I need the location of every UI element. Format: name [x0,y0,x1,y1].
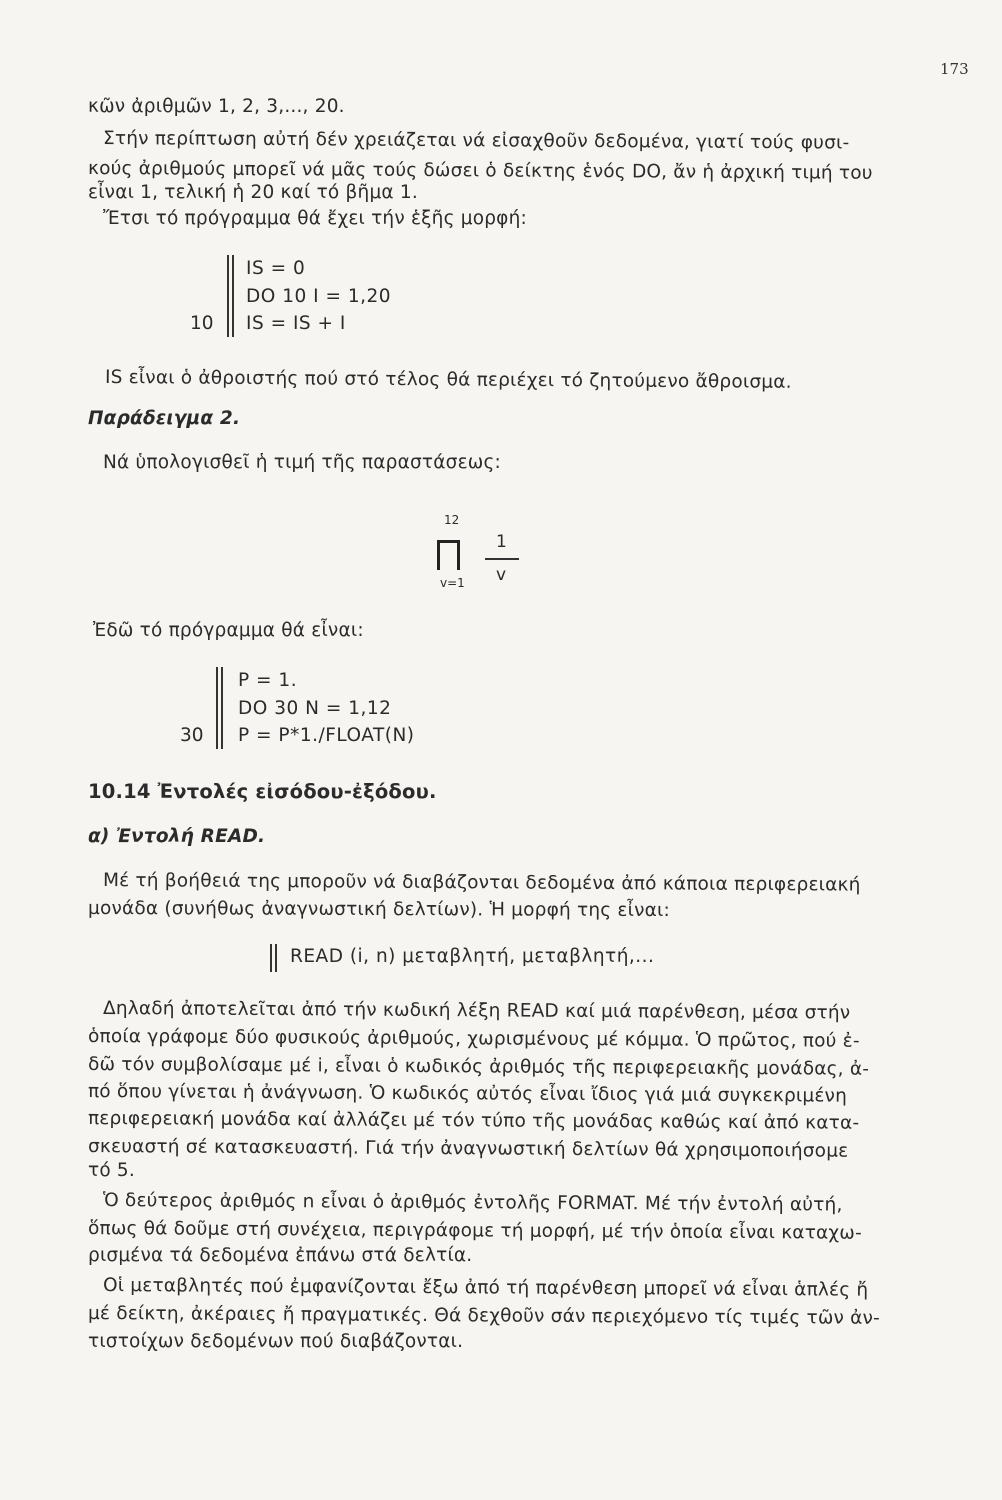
para1-line-4: πό ὅπου γίνεται ἡ ἀνάγνωση. Ὁ κωδικός αὐτός εἶναι ἴδιος γιά μιά συγκεκριμένη [87,1081,848,1107]
program1-statement-3: IS = IS + I [246,313,346,334]
program1-statement-label: 10 [190,313,214,334]
read-form-bar-right [275,944,277,972]
section-subheading: α) Ἐντολή READ. [88,826,266,847]
program2-statement-1: P = 1. [238,670,298,691]
product-lower-limit: v=1 [440,576,465,590]
para3-line-3: τιστοίχων δεδομένων πού διαβάζονται. [88,1331,464,1352]
page-number: 173 [940,60,969,78]
para3-line-2: μέ δείκτη, ἀκέραιες ἤ πραγματικές. Θά δεχθοῦν σάν περιεχόμενο τίς τιμές τῶν ἀν- [87,1303,881,1329]
program2-statement-2: DO 30 N = 1,12 [238,698,392,719]
program-bar-right [232,255,234,337]
para1-line-2: ὁποία γράφομε δύο φυσικούς ἀριθμούς, χωρισμένους μέ κόμμα. Ὁ πρῶτος, πού ἐ- [87,1026,860,1052]
fraction-bar [485,558,519,560]
para1-line-5: περιφερειακή μονάδα καί ἀλλάζει μέ τόν τύπο τῆς μονάδας καθώς καί ἀπό κατα- [87,1108,860,1134]
read-intro-line-2: μονάδα (συνήθως ἀναγνωστική δελτίων). Ἡ μορφή της εἶναι: [87,898,670,922]
para1-line-7: τό 5. [88,1160,135,1181]
read-intro-line-1: Μέ τή βοήθειά της μποροῦν νά διαβάζονται δεδομένα ἀπό κάποια περιφερειακή [102,870,861,896]
program2-bar-right [221,667,223,749]
para1-line-1: Δηλαδή ἀποτελεῖται ἀπό τήν κωδική λέξη READ καί μιά παρένθεση, μέσα στήν [102,998,851,1024]
product-symbol-icon [437,540,460,570]
intro-line-2: Στήν περίπτωση αὐτή δέν χρειάζεται νά εἰσαχθοῦν δεδομένα, γιατί τούς φυσι- [102,128,850,154]
intro-line-1: κῶν ἀριθμῶν 1, 2, 3,..., 20. [88,96,345,117]
intro-line-3: κούς ἀριθμούς μπορεῖ νά μᾶς τούς δώσει ὁ δείκτης ἑνός DO, ἄν ἡ ἀρχική τιμή του [87,158,873,184]
program2-statement-3: P = P*1./FLOAT(N) [238,725,415,746]
program2-statement-label: 30 [180,725,204,746]
read-form-bar-left [270,944,272,972]
para2-line-2: ὅπως θά δοῦμε στή συνέχεια, περιγράφομε τή μορφή, μέ τήν ὁποία εἶναι καταχω- [87,1218,862,1244]
fraction-numerator: 1 [496,532,507,552]
para1-line-3: δῶ τόν συμβολίσαμε μέ i, εἶναι ὁ κωδικός ἀριθμός τῆς περιφερειακῆς μονάδας, ἀ- [87,1054,870,1080]
example-2-program-intro: Ἐδῶ τό πρόγραμμα θά εἶναι: [93,620,364,641]
program-bar-left [227,255,229,337]
example-2-heading: Παράδειγμα 2. [88,408,241,429]
para3-line-1: Οἱ μεταβλητές πού ἐμφανίζονται ἔξω ἀπό τή παρένθεση μπορεῖ νά εἶναι ἁπλές ἤ [102,1275,869,1301]
para2-line-1: Ὁ δεύτερος ἀριθμός n εἶναι ὁ ἀριθμός ἐντολῆς FORMAT. Μέ τήν ἐντολή αὐτή, [102,1190,843,1216]
read-statement-form: READ (i, n) μεταβλητή, μεταβλητή,... [290,946,655,967]
example-2-text: Νά ὑπολογισθεῖ ἡ τιμή τῆς παραστάσεως: [103,452,501,473]
para2-line-3: ρισμένα τά δεδομένα ἐπάνω στά δελτία. [88,1245,473,1266]
intro-line-5: Ἔτσι τό πρόγραμμα θά ἔχει τήν ἑξῆς μορφή: [103,208,527,229]
program1-statement-2: DO 10 I = 1,20 [246,286,392,307]
para1-line-6: σκευαστή σέ κατασκευαστή. Γιά τήν ἀναγνωστική δελτίων θά χρησιμοποιήσομε [87,1136,849,1162]
program1-statement-1: IS = 0 [246,258,306,279]
section-heading: 10.14 Ἐντολές εἰσόδου-ἐξόδου. [88,780,437,803]
fraction-denominator: v [496,565,507,585]
product-upper-limit: 12 [444,513,460,527]
program2-bar-left [216,667,218,749]
program1-note: IS εἶναι ὁ ἀθροιστής πού στό τέλος θά περιέχει τό ζητούμενο ἄθροισμα. [104,367,792,393]
intro-line-4: εἶναι 1, τελική ἡ 20 καί τό βῆμα 1. [88,182,418,203]
